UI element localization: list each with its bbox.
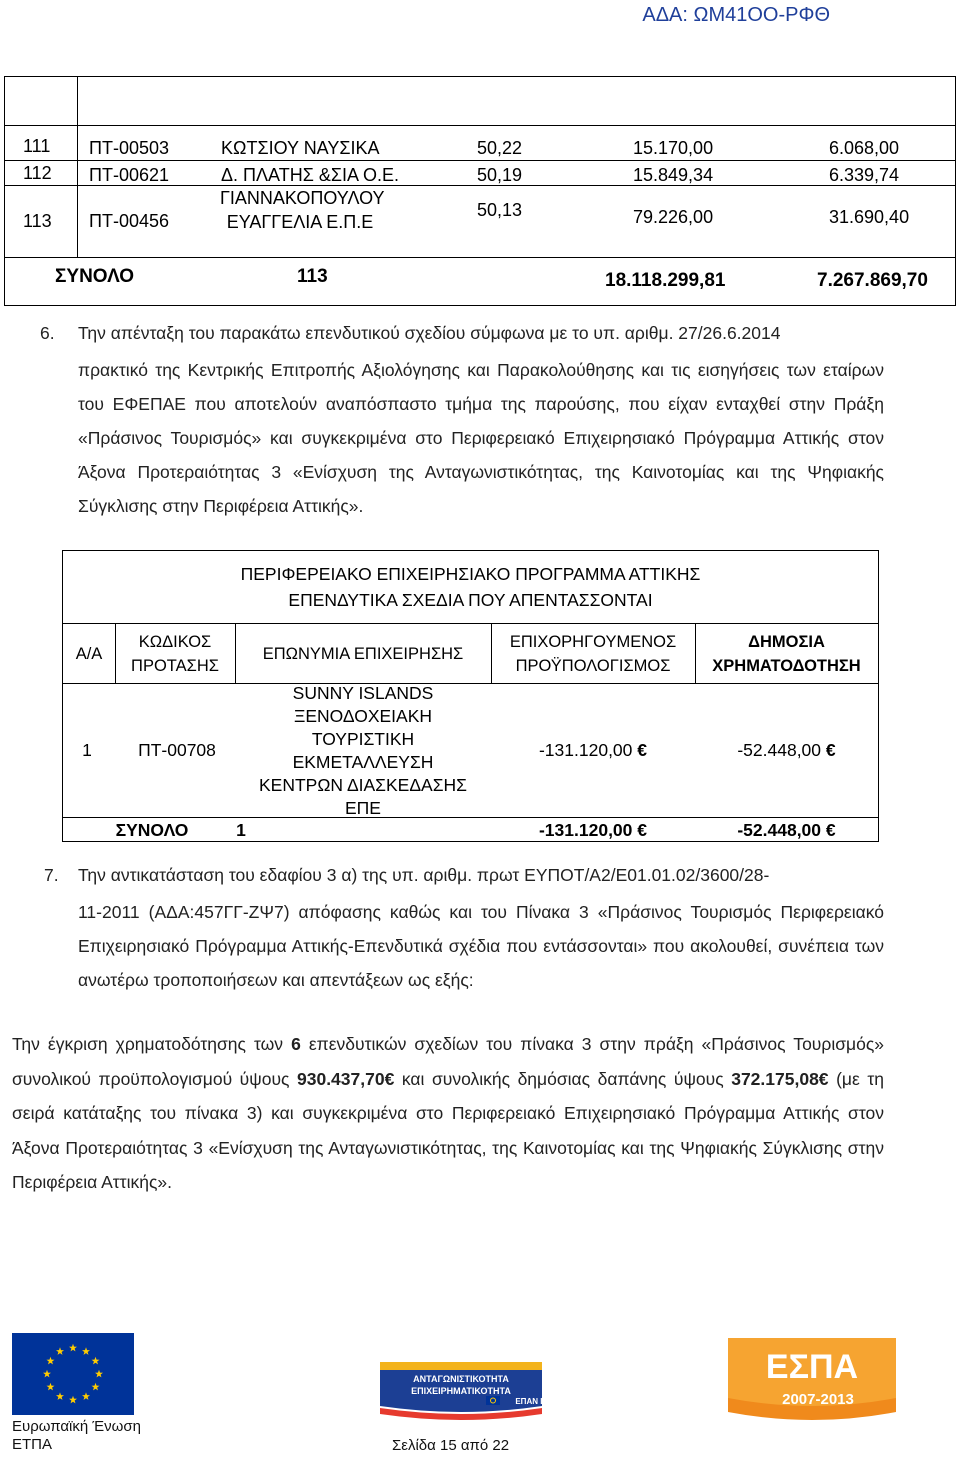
table-cell-code: ΠΤ-00503	[89, 138, 170, 158]
table-cell-public: 6.339,74	[829, 165, 900, 185]
total-count: 1	[236, 820, 246, 840]
svg-text:2007-2013: 2007-2013	[782, 1391, 854, 1408]
eu-label: Ευρωπαϊκή Ένωση	[12, 1418, 141, 1435]
section-7-body: 11-2011 (ΑΔΑ:457ΓΓ-ΖΨ7) απόφασης καθώς και του Πίνακα 3 «Πράσινος Τουρισμός Περιφερειακό Επιχειρησιακό Πρόγραμμα Αττικής-Επενδυτικά σχέδια που εντάσσονται» που ακολουθεί, συνέπεια των ανωτέρω τροποποιήσεων και απεντάξεων ως εξής:	[78, 902, 884, 990]
ada-code: ΑΔΑ: ΩΜ41ΟΟ-ΡΦΘ	[642, 4, 830, 26]
header-public: ΔΗΜΟΣΙΑ	[748, 633, 825, 651]
section-6-number: 6.	[40, 323, 55, 343]
section-6-body: πρακτικό της Κεντρικής Επιτροπής Αξιολόγησης και Παρακολούθησης και τις εισηγήσεις των εταίρων του ΕΦΕΠΑΕ που αποτελούν αναπόσπαστο τμήμα της παρούσης, που είχαν ενταχθεί στην Πράξη «Πράσινος Τουρισμός» και συγκεκριμένα στο Περιφερειακό Επιχειρησιακό Πρόγραμμα Αττικής στον Άξονα Προτεραιότητας 3 «Ενίσχυση της Ανταγωνιστικότητας, της Καινοτομίας και της Ψηφιακής Σύγκλισης στην Περιφέρεια Αττικής».	[78, 360, 884, 516]
table-cell-budget: 15.170,00	[633, 138, 714, 158]
row-aa: 1	[82, 740, 92, 760]
table-cell-score: 50,13	[477, 200, 523, 220]
plans-count: 6	[291, 1034, 301, 1054]
header-code: ΠΡΟΤΑΣΗΣ	[131, 657, 219, 675]
header-name: ΕΠΩΝΥΜΙΑ ΕΠΙΧΕΙΡΗΣΗΣ	[262, 645, 464, 663]
header-budget: ΕΠΙΧΟΡΗΓΟΥΜΕΝΟΣ	[509, 633, 677, 651]
table-cell-name: ΚΩΤΣΙΟΥ ΝΑΥΣΙΚΑ	[221, 138, 380, 158]
eu-flag-logo	[12, 1333, 134, 1415]
euro-sign: €	[637, 820, 648, 840]
col-divider	[77, 77, 78, 257]
table-cell-budget: 79.226,00	[633, 207, 714, 227]
header-public: ΧΡΗΜΑΤΟΔΟΤΗΣΗ	[712, 657, 861, 675]
table-cell-code: ΠΤ-00456	[89, 211, 170, 231]
table-cell-aa: 112	[23, 163, 52, 183]
table-cell-name: ΓΙΑΝΝΑΚΟΠΟΥΛΟΥ	[220, 188, 385, 208]
fund-label: ΕΤΠΑ	[12, 1436, 53, 1453]
total-public: -52.448,00 €	[737, 820, 836, 840]
row-name-line: ΕΚΜΕΤΑΛΛΕΥΣΗ	[292, 752, 434, 772]
total-budget: -131.120,00 €	[538, 820, 648, 840]
header-budget: ΠΡΟΫΠΟΛΟΓΙΣΜΟΣ	[515, 657, 671, 675]
row-divider	[5, 257, 955, 258]
table-cell-public: 6.068,00	[829, 138, 900, 158]
total-count: 113	[297, 266, 328, 287]
section-7-number: 7.	[44, 865, 59, 885]
table-cell-budget: 15.849,34	[633, 165, 714, 185]
table-title-line2: ΕΠΕΝΔΥΤΙΚΑ ΣΧΕΔΙΑ ΠΟΥ ΑΠΕΝΤΑΣΣΟΝΤΑΙ	[288, 590, 653, 610]
withdrawn-plans-table	[62, 550, 879, 842]
total-public: 7.267.869,70	[817, 270, 928, 291]
page-number: Σελίδα 15 από 22	[392, 1437, 510, 1454]
row-divider	[5, 125, 955, 126]
header-code: ΚΩΔΙΚΟΣ	[138, 633, 212, 651]
table-cell-aa: 111	[23, 136, 51, 156]
svg-text:ΕΣΠΑ: ΕΣΠΑ	[765, 1348, 859, 1386]
competitiveness-logo	[368, 1356, 554, 1430]
row-public: -52.448,00 €	[737, 740, 836, 760]
svg-text:ΕΠΑΝ ΙΙ: ΕΠΑΝ ΙΙ	[515, 1397, 545, 1406]
espa-logo	[728, 1338, 896, 1426]
table-cell-name: ΕΥΑΓΓΕΛΙΑ Ε.Π.Ε	[226, 212, 374, 232]
row-divider	[63, 623, 878, 624]
header-aa: Α/Α	[75, 645, 103, 663]
row-divider	[5, 160, 955, 161]
table-cell-code: ΠΤ-00621	[89, 165, 170, 185]
row-name-line: ΚΕΝΤΡΩΝ ΔΙΑΣΚΕΔΑΣΗΣ	[259, 775, 467, 795]
table-cell-name: Δ. ΠΛΑΤΗΣ &ΣΙΑ Ο.Ε.	[221, 165, 399, 185]
table-cell-score: 50,22	[477, 138, 523, 158]
row-code: ΠΤ-00708	[138, 740, 216, 760]
table-title-line1: ΠΕΡΙΦΕΡΕΙΑΚΟ ΕΠΙΧΕΙΡΗΣΙΑΚΟ ΠΡΟΓΡΑΜΜΑ ΑΤΤΙΚΗΣ	[240, 564, 701, 584]
approval-paragraph: Την έγκριση χρηματοδότησης των 6 επενδυτικών σχεδίων του πίνακα 3 στην πράξη «Πράσινος Τουρισμός» συνολικού προϋπολογισμού ύψους 930.437,70€ και συνολικής δημόσιας δαπάνης ύψους 372.175,08€ (με τη σειρά κατάταξης του πίνακα 3) και συγκεκριμένα στο Περιφερειακό Επιχειρησιακό Πρόγραμμα Αττικής στον Άξονα Προτεραιότητας 3 «Ενίσχυση της Ανταγωνιστικότητας, της Καινοτομίας και της Ψηφιακής Σύγκλισης στην Περιφέρεια Αττικής».	[12, 1034, 885, 1192]
section-6-first-line: Την απένταξη του παρακάτω επενδυτικού σχεδίου σύμφωνα με το υπ. αριθμ. 27/26.6.2014	[78, 323, 781, 343]
top-results-table	[4, 76, 956, 306]
euro-sign: €	[825, 740, 836, 760]
section-7-first-line: Την αντικατάσταση του εδαφίου 3 α) της υπ. αριθμ. πρωτ ΕΥΠΟΤ/Α2/Ε01.01.02/3600/28-	[78, 865, 770, 885]
euro-sign: €	[825, 820, 836, 840]
public-expense-amount: 372.175,08€	[731, 1068, 829, 1089]
table-cell-score: 50,19	[477, 165, 523, 185]
total-label: ΣΥΝΟΛΟ	[55, 266, 135, 287]
total-label: ΣΥΝΟΛΟ	[115, 820, 189, 840]
row-name-line: ΕΠΕ	[345, 798, 381, 818]
row-name-line: ΤΟΥΡΙΣΤΙΚΗ	[311, 729, 415, 749]
table-cell-public: 31.690,40	[829, 207, 910, 227]
row-name-line: ΞΕΝΟΔΟΧΕΙΑΚΗ	[293, 706, 433, 726]
svg-text:ΑΝΤΑΓΩΝΙΣΤΙΚΟΤΗΤΑ: ΑΝΤΑΓΩΝΙΣΤΙΚΟΤΗΤΑ	[413, 1374, 509, 1384]
euro-sign: €	[637, 740, 648, 760]
svg-text:ΕΠΙΧΕΙΡΗΜΑΤΙΚΟΤΗΤΑ: ΕΠΙΧΕΙΡΗΜΑΤΙΚΟΤΗΤΑ	[411, 1386, 511, 1396]
total-budget: 18.118.299,81	[605, 270, 726, 291]
total-budget-amount: 930.437,70€	[297, 1068, 395, 1089]
table-cell-aa: 113	[23, 211, 52, 231]
row-name-line: SUNNY ISLANDS	[292, 683, 434, 703]
row-budget: -131.120,00 €	[538, 740, 648, 760]
